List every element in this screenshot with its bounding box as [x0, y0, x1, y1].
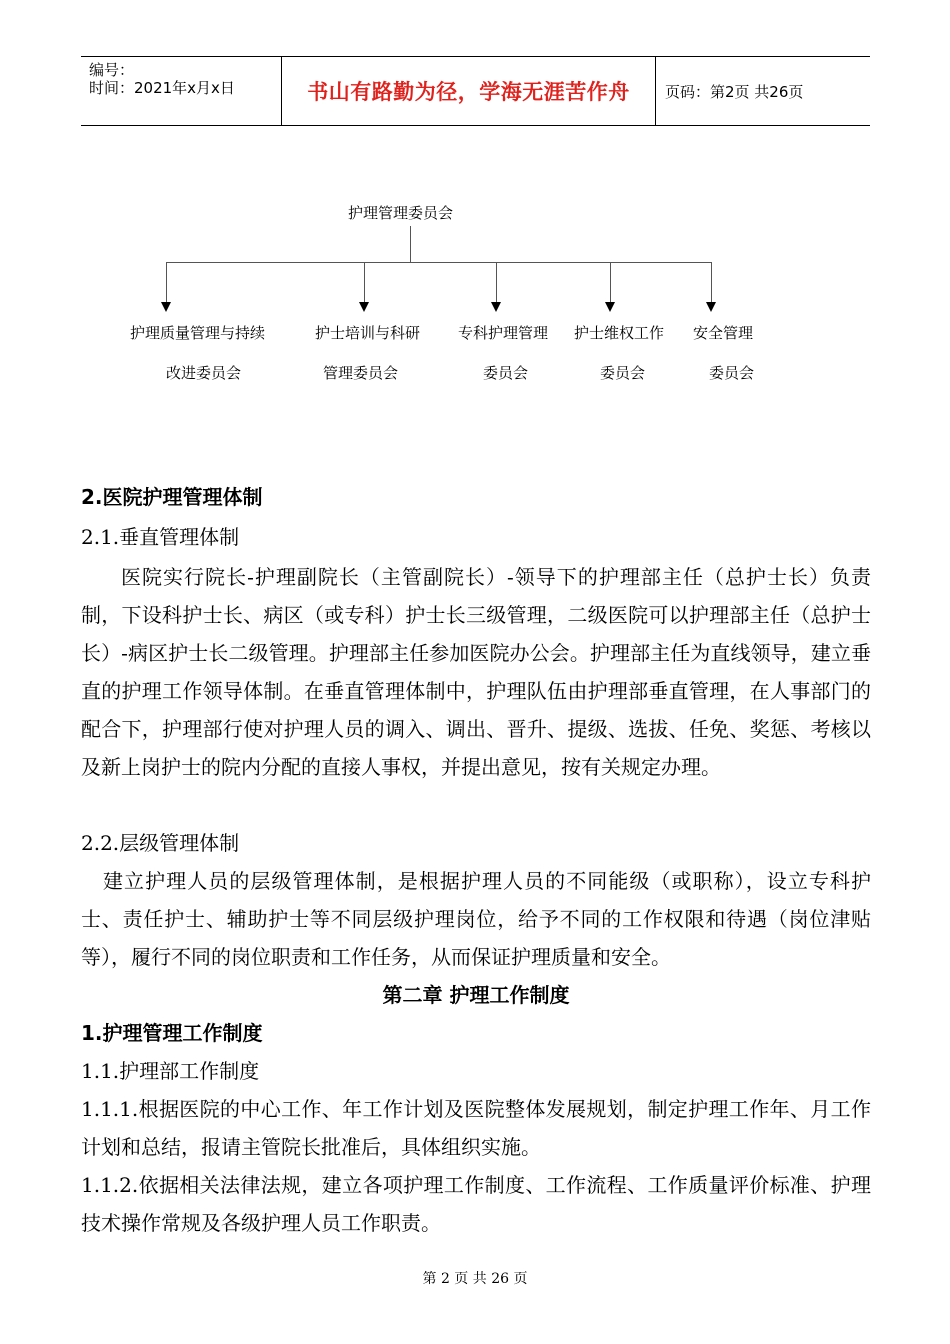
down-arrow-icon	[359, 302, 369, 312]
org-connector	[496, 262, 497, 302]
org-connector	[166, 262, 167, 302]
header-page-info: 页码：第2页 共26页	[665, 82, 804, 101]
org-connector	[711, 262, 712, 302]
subsection-heading: 1.1.护理部工作制度	[81, 1059, 260, 1083]
org-child-node: 护理质量管理与持续	[130, 324, 266, 342]
section-heading: 1.护理管理工作制度	[81, 1021, 263, 1045]
document-number-label: 编号：	[89, 61, 135, 79]
org-child-node: 专科护理管理	[458, 324, 549, 342]
down-arrow-icon	[161, 302, 171, 312]
org-child-node: 委员会	[600, 364, 646, 382]
page-footer: 第 2 页 共 26 页	[422, 1271, 528, 1287]
org-connector	[410, 226, 411, 262]
paragraph: 建立护理人员的层级管理体制，是根据护理人员的不同能级（或职称），设立专科护士、责任护士、辅助护士等不同层级护理岗位，给予不同的工作权限和待遇（岗位津贴等），履行不同的岗位职责和工作任务，从而保证护理质量和安全。	[81, 869, 871, 969]
org-child-node: 委员会	[483, 364, 529, 382]
down-arrow-icon	[491, 302, 501, 312]
subsection-heading: 2.1.垂直管理体制	[81, 525, 240, 549]
header-meta	[89, 61, 235, 97]
section-heading: 2.医院护理管理体制	[81, 485, 263, 509]
document-date: 时间：2021年x月x日	[89, 79, 235, 97]
paragraph: 1.1.1.根据医院的中心工作、年工作计划及医院整体发展规划，制定护理工作年、月工作计划和总结，报请主管院长批准后，具体组织实施。	[81, 1097, 871, 1159]
down-arrow-icon	[706, 302, 716, 312]
org-child-node: 安全管理	[693, 324, 754, 342]
org-connector	[364, 262, 365, 302]
header-motto: 书山有路勤为径，学海无涯苦作舟	[307, 80, 630, 104]
down-arrow-icon	[605, 302, 615, 312]
header-divider	[655, 57, 656, 125]
paragraph: 1.1.2.依据相关法律法规，建立各项护理工作制度、工作流程、工作质量评价标准、护理技术操作常规及各级护理人员工作职责。	[81, 1173, 871, 1235]
subsection-heading: 2.2.层级管理体制	[81, 831, 240, 855]
org-child-node: 委员会	[709, 364, 755, 382]
org-child-node: 护士培训与科研	[315, 324, 421, 342]
paragraph: 医院实行院长-护理副院长（主管副院长）-领导下的护理部主任（总护士长）负责制，下设科护士长、病区（或专科）护士长三级管理，二级医院可以护理部主任（总护士长）-病区护士长二级管理。护理部主任参加医院办公会。护理部主任为直线领导，建立垂直的护理工作领导体制。在垂直管理体制中，护理队伍由护理部垂直管理，在人事部门的配合下，护理部行使对护理人员的调入、调出、晋升、提级、选拔、任免、奖惩、考核以及新上岗护士的院内分配的直接人事权，并提出意见，按有关规定办理。	[81, 565, 871, 779]
org-connector	[166, 262, 711, 263]
chapter-title: 第二章 护理工作制度	[382, 983, 570, 1007]
org-connector	[610, 262, 611, 302]
org-root-node: 护理管理委员会	[348, 204, 454, 222]
org-child-node: 管理委员会	[323, 364, 399, 382]
page-header	[81, 56, 870, 126]
org-child-node: 改进委员会	[166, 364, 242, 382]
org-child-node: 护士维权工作	[574, 324, 665, 342]
